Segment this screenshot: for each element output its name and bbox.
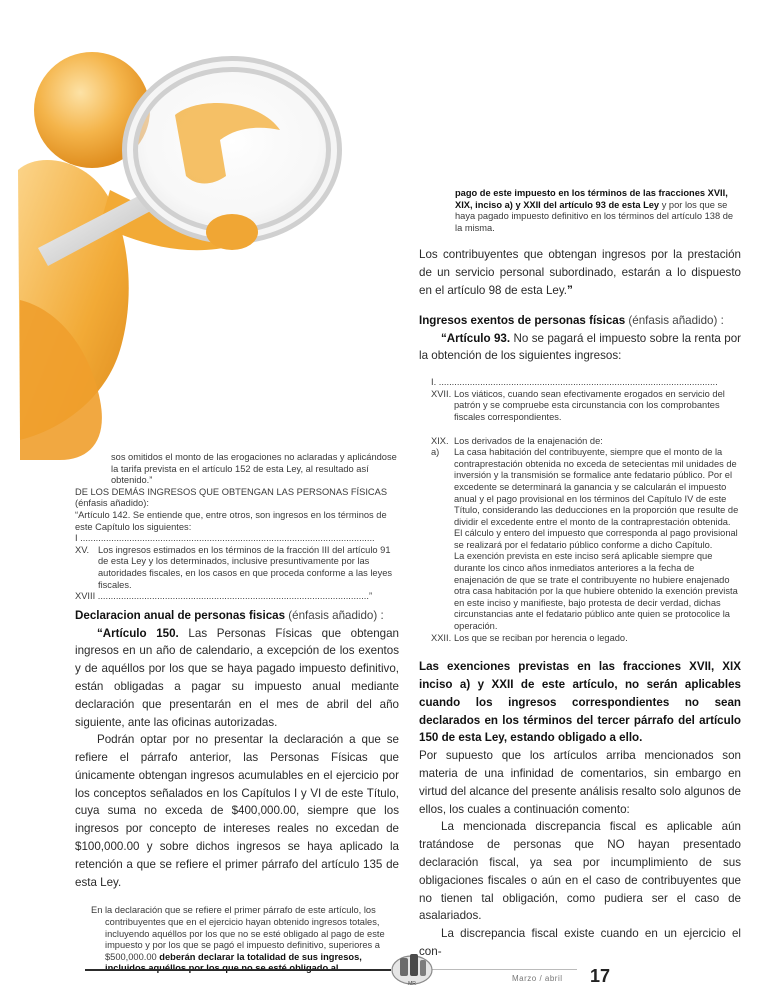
paragraph: Por supuesto que los artículos arriba mencionados son materia de una infinidad de comentarios, sin embargo en virtud del alcance del presente análisis resalto solo algunos de ellos, los cuales a continuación comento: <box>419 749 741 816</box>
svg-text:MR: MR <box>408 981 416 987</box>
right-column <box>419 188 741 961</box>
quote-bold: deberán declarar la totalidad de sus ingresos, <box>159 951 362 962</box>
paragraph: La discrepancia fiscal existe cuando en un ejercicio el con- <box>419 927 741 958</box>
left-column <box>75 452 399 975</box>
article-93-para <box>419 330 741 366</box>
list-num: XV. <box>75 544 90 555</box>
article-150-para <box>75 625 399 732</box>
paragraph <box>419 246 741 299</box>
quote-block <box>75 905 399 975</box>
list-text-1: La casa habitación del contribuyente, siempre que el monto de la contraprestación obtenida no exceda de setecientas mil unidades de inversión y la transmisión se formalice ante fedatario público. Por el excedente se determinará la ganancia y se calcularán el impuesto anual y el pago provisional en los términos del Capítulo IV de este Título, considerando las deducciones en la proporción que resulte de dividir el excedente entre el monto de la contraprestación obtenida. El cálculo y entero del impuesto que corresponda al pago provisional se realizará por el fedatario público conforme a dicho Capítulo. <box>454 447 739 550</box>
article-text: Las Personas Físicas que obtengan ingresos en un año de calendario, a excepción de los exentos y de aquéllos por los que se haya pagado impuesto definitivo, están obligadas a pagar su impuesto anual mediante declaración que presentarán en el mes de abril del año siguiente, ante las oficinas autorizadas. <box>75 626 399 729</box>
footer-rule <box>85 969 391 971</box>
list-num: XIX. <box>431 435 449 446</box>
list-item-xvii <box>431 389 741 424</box>
footer-rule-thin <box>412 969 577 970</box>
article-label: “Artículo 150. <box>97 626 179 640</box>
footer-month: Marzo / abril <box>512 974 563 983</box>
section-heading-small: DE LOS DEMÁS INGRESOS QUE OBTENGAN LAS PERSONAS FÍSICAS (énfasis añadido): <box>75 486 388 509</box>
roman-i-line: I .................................................................................................................. <box>75 533 375 544</box>
bold-paragraph: Las exenciones previstas en las fracciones XVII, XIX inciso a) y XXII de este artículo, no serán aplicables cuando los ingresos correspondientes no sean declarados en los términos del tercer párrafo del artículo 150 de esta Ley, estando obligado a ello. <box>419 660 741 745</box>
list-text: Los derivados de la enajenación de: <box>454 435 603 446</box>
list-num: XXII. <box>431 632 452 643</box>
section-heading <box>419 312 741 330</box>
article-text: No se pagará el impuesto sobre la renta por la obtención de los siguientes ingresos: <box>419 331 742 363</box>
quote-continuation <box>419 188 741 234</box>
heading-rest: (énfasis añadido) : <box>625 313 724 327</box>
page-number: 17 <box>590 966 611 986</box>
list-item-xix <box>431 436 741 448</box>
quote-text: En la declaración que se refiere el primer párrafo de este artículo, los contribuyentes que en el ejercicio hayan obtenido ingresos totales, incluyendo aquéllos por los que no se esté obligado al pago de este impuesto y por los que se pagó el impuesto definitivo, superiores a $500,000.00 <box>91 905 385 962</box>
list-text <box>454 447 741 633</box>
roman-i-line: I. ............................................................................................................ <box>431 377 718 388</box>
publisher-logo-icon <box>389 948 435 988</box>
heading-bold: Declaracion anual de personas fisicas <box>75 608 286 622</box>
list-text-2: La exención prevista en este inciso será aplicable siempre que durante los cinco años inmediatos anteriores a la fecha de enajenación de que se trate el contribuyente no hubiere enajenado otra casa habitación por la que hubiere obtenido la exención prevista en este inciso y manifieste, bajo protesta de decir verdad, dichas circunstancias ante el fedatario público ante quien se protocolice la operación. <box>454 551 738 632</box>
list-text: Los que se reciban por herencia o legado. <box>454 632 628 643</box>
heading-bold: Ingresos exentos de personas físicas <box>419 313 626 327</box>
article-142-text: “Artículo 142. Se entiende que, entre otros, son ingresos en los términos de este Capítulo los siguientes: <box>75 509 387 532</box>
list-text: Los viáticos, cuando sean efectivamente erogados en servicio del patrón y se compruebe esta circunstancia con los comprobantes fiscales correspondientes. <box>454 388 725 422</box>
list-text: Los ingresos estimados en los términos de la fracción III del artículo 91 de esta Ley y los determinados, inclusive presuntivamente por las autoridades fiscales, en los casos en que proceda conforme a las leyes fiscales. <box>98 544 393 590</box>
article-label: “Artículo 93. <box>441 331 511 345</box>
roman-xviii-line: XVIII .........................................................................................................” <box>75 591 373 602</box>
section-heading <box>75 607 399 625</box>
list-item-xxii <box>431 633 741 645</box>
closing-quote: ” <box>567 283 573 297</box>
list-num: a) <box>431 447 440 458</box>
list-num: XVII. <box>431 388 452 399</box>
quote-bold: pago de este impuesto en los términos de las fracciones XVII, XIX, inciso a) y XXII del artículo 93 de esta Ley <box>455 188 728 210</box>
quote-fragment: sos omitidos el monto de las erogaciones no aclaradas y aplicándose la tarifa prevista en el artículo 152 de esta Ley, al resultado así obtenido.” <box>111 452 397 486</box>
paragraph: La mencionada discrepancia fiscal es aplicable aún tratándose de personas que NO hayan presentado declaración fiscal, ya sea por incumplimiento de sus obligaciones fiscales o aún en el caso de contribuyentes que no tienen tal obligación, como pudiera ser el caso de asalariados. <box>419 820 741 923</box>
heading-rest: (énfasis añadido) : <box>285 608 384 622</box>
quote-text: y por los que se haya pagado impuesto definitivo en los términos del artículo 138 de la misma. <box>455 199 734 233</box>
list-item-xv <box>75 545 399 591</box>
paragraph-text: Los contribuyentes que obtengan ingresos por la prestación de un servicio personal subordinado, estarán a lo dispuesto en el artículo 98 de esta Ley. <box>419 248 741 297</box>
paragraph: Podrán optar por no presentar la declaración a que se refiere el párrafo anterior, las Personas Físicas que únicamente obtengan ingresos acumulables en el ejercicio por los conceptos señalados en los Capítulos I y VI de este Título, cuya suma no exceda de $400,000.00, siempre que los ingresos por concepto de intereses reales no excedan de $100,000.00 y sobre dichos ingresos se haya aplicado la retención a que se refiere el primer párrafo del artículo 135 de esta Ley. <box>75 733 399 889</box>
magnifying-glass-figure-illustration <box>0 0 410 460</box>
list-item-a <box>431 447 741 633</box>
article-93-list <box>419 377 741 644</box>
